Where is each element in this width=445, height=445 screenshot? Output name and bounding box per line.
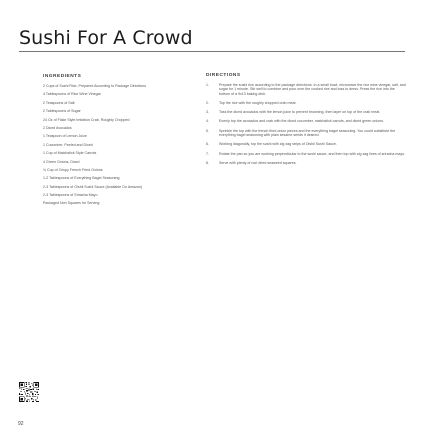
- direction-step-number: 8.: [206, 160, 209, 165]
- direction-step: [206, 152, 406, 156]
- direction-step-text: Serve with plenty of nori dried seaweed squares.: [219, 160, 297, 165]
- ingredient-item: 2 Diced Avocados: [43, 125, 72, 130]
- ingredient-item: 1 Teaspoon of Lemon Juice: [43, 134, 87, 139]
- ingredient-item: 2-3 Tablespoons of Sriracha Mayo: [43, 193, 98, 198]
- ingredient-item: 2 Cups of Sushi Rice, Prepared According to Package Directions: [43, 84, 147, 88]
- page-number: 92: [18, 421, 24, 427]
- ingredient-item: Packaged Nori Squares for Serving: [43, 201, 100, 206]
- direction-step-number: 1.: [206, 83, 209, 87]
- direction-step: [206, 161, 406, 165]
- ingredient-item: 2 Tablespoons of Sugar: [43, 109, 81, 114]
- ingredient-item: 24 Oz of Flake Style Imitation Crab, Roughly Chopped: [43, 117, 130, 122]
- ingredients-section: [43, 74, 165, 210]
- ingredient-item: 2-3 Tablespoons of Oishii Sushi Sauce (Available On Amazon): [43, 184, 143, 189]
- direction-step: [206, 110, 406, 114]
- direction-step-text: Toss the diced avocados with the lemon juice to prevent browning, then layer on top of the crab meat.: [219, 110, 381, 115]
- direction-step: [206, 142, 406, 146]
- direction-step: [206, 83, 406, 96]
- title-divider: [19, 51, 405, 52]
- ingredient-item: 1 Cup of Matchstick Style Carrots: [43, 151, 97, 156]
- direction-step-number: 2.: [206, 100, 209, 105]
- ingredient-item: 1-2 Tablespoons of Everything Bagel Seasoning: [43, 176, 120, 181]
- ingredient-item: 2 Teaspoons of Salt: [43, 100, 75, 105]
- direction-step-number: 3.: [206, 110, 209, 115]
- direction-step: [206, 119, 406, 123]
- direction-step-text: Working diagonally, top the sushi with zig zag strips of Oishii Sushi Sauce.: [219, 142, 337, 147]
- ingredient-item: 4 Green Onions, Diced: [43, 159, 80, 164]
- direction-step: [206, 129, 406, 138]
- direction-step-text: Top the rice with the roughly chopped crab meat.: [219, 100, 297, 105]
- ingredient-item: ¾ Cup of Crispy French Fried Onions: [43, 167, 103, 172]
- direction-step-number: 7.: [206, 151, 209, 156]
- direction-step: [206, 101, 406, 105]
- ingredient-item: 4 Tablespoons of Rice Wine Vinegar: [43, 92, 101, 97]
- direction-list: [206, 83, 406, 165]
- page-title: Sushi For A Crowd: [19, 27, 193, 49]
- directions-heading: DIRECTIONS: [206, 73, 241, 78]
- direction-step-number: 4.: [206, 119, 209, 124]
- ingredient-item: 1 Cucumber, Peeled and Diced: [43, 142, 93, 147]
- directions-section: [206, 73, 406, 170]
- direction-step-text: Rotate the pan so you are working perpendicular to the sushi sauce, and then top with zig zag lines of sriracha mayo.: [219, 151, 406, 156]
- ingredients-heading: INGREDIENTS: [43, 74, 82, 79]
- qr-code-icon[interactable]: [19, 382, 39, 402]
- direction-step-number: 6.: [206, 142, 209, 147]
- direction-step-text: Evenly top the avocados and crab with the diced cucumber, matchstick carrots, and diced green onions.: [219, 119, 385, 124]
- ingredient-list: [43, 84, 165, 206]
- direction-step-number: 5.: [206, 128, 209, 133]
- direction-step-text: Prepare the sushi rice according to the package directions. In a small bowl, microwave the rice wine vinegar, salt, and sugar for 1 minute. Stir well to combine and pour over the cooked rice and toss to dress. Press the rice into the bottom of a 9x13 baking dish.: [219, 83, 406, 96]
- direction-step-text: Sprinkle the top with the french fried onion pieces and the everything bagel seasoning. You could substitute the everything bagel seasoning with plain sesame seeds if desired.: [219, 128, 396, 138]
